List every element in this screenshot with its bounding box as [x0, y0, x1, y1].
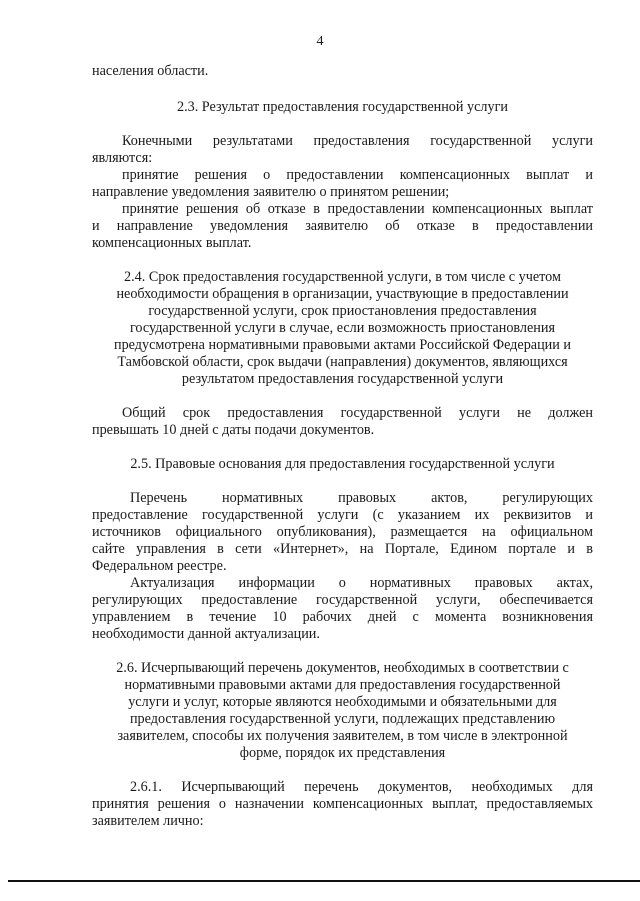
section-heading-2-4: государственной услуги в случае, если возможность приостановления [129, 320, 556, 336]
text-line: необходимости данной актуализации. [92, 626, 320, 642]
text-line: Общий срок предоставления государственной услуги не должен [122, 405, 593, 421]
text-line: заявителем лично: [92, 813, 204, 829]
text-line: источников официального опубликования), размещается на официальном [92, 524, 593, 540]
text-line: превышать 10 дней с даты подачи документов. [92, 422, 375, 438]
section-heading-2-4: 2.4. Срок предоставления государственной услуги, в том числе с учетом [124, 269, 561, 285]
text-line: принятия решения о назначении компенсационных выплат, предоставляемых [92, 796, 593, 812]
section-heading-2-4: предусмотрена нормативными правовыми актами Российской Федерации и [113, 337, 572, 353]
text-line: принятие решения об отказе в предоставлении компенсационных выплат [122, 201, 593, 217]
section-heading-2-4: результатом предоставления государственной услуги [181, 371, 504, 387]
text-line: Федеральном реестре. [92, 558, 227, 574]
section-heading-2-4: Тамбовской области, срок выдачи (направления) документов, являющихся [117, 354, 568, 370]
text-line: 2.6.1. Исчерпывающий перечень документов, необходимых для [130, 779, 593, 795]
page-number: 4 [316, 34, 324, 49]
section-heading-2-6: услуги и услуг, которые являются необходимыми и обязательными для [128, 694, 557, 710]
text-line: направление уведомления заявителю о принятом решении; [92, 184, 450, 200]
text-line: населения области. [92, 63, 209, 79]
text-line: являются: [92, 150, 153, 166]
text-line: управлением в течение 10 рабочих дней с момента возникновения [92, 609, 593, 625]
text-line: сайте управления в сети «Интернет», на Портале, Едином портале и в [92, 541, 593, 557]
section-heading-2-4: государственной услуги, срок приостановления предоставления [148, 303, 537, 319]
section-heading-2-6: заявителем, способы их получения заявителем, в том числе в электронной [117, 728, 568, 744]
section-heading-2-5: 2.5. Правовые основания для предоставления государственной услуги [130, 456, 555, 472]
text-line: Актуализация информации о нормативных правовых актах, [130, 575, 593, 591]
page-bottom-rule [8, 880, 640, 882]
text-line: Перечень нормативных правовых актов, регулирующих [130, 490, 593, 506]
section-heading-2-6: предоставления государственной услуги, подлежащих представлению [129, 711, 556, 727]
text-line: компенсационных выплат. [92, 235, 252, 251]
section-heading-2-6: нормативными правовыми актами для предоставления государственной [124, 677, 561, 693]
section-heading-2-4: необходимости обращения в организации, участвующие в предоставлении [116, 286, 569, 302]
text-line: и направление уведомления заявителю об отказе в предоставлении [92, 218, 593, 234]
text-line: регулирующих предоставление государственной услуги, обеспечивается [92, 592, 593, 608]
text-line: предоставление государственной услуги (с указанием их реквизитов и [92, 507, 593, 523]
text-line: принятие решения о предоставлении компенсационных выплат и [122, 167, 593, 183]
section-heading-2-3: 2.3. Результат предоставления государственной услуги [176, 99, 509, 115]
section-heading-2-6: 2.6. Исчерпывающий перечень документов, необходимых в соответствии с [116, 660, 569, 676]
text-line: Конечными результатами предоставления государственной услуги [122, 133, 593, 149]
section-heading-2-6: форме, порядок их представления [239, 745, 446, 761]
